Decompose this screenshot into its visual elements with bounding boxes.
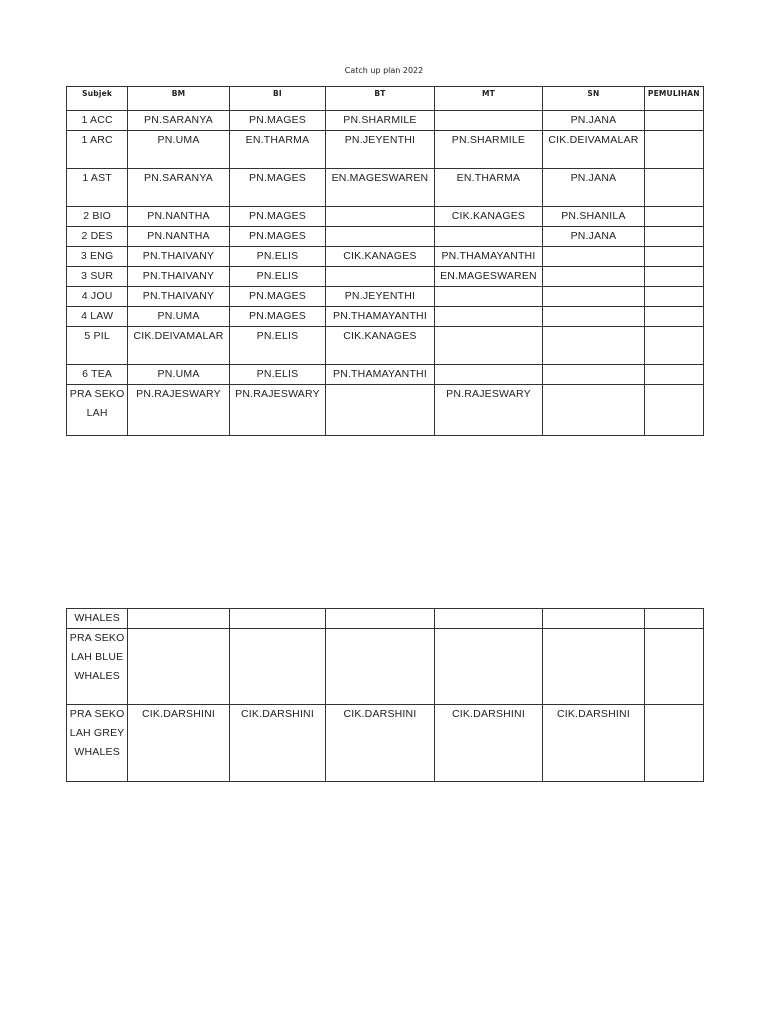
cell-bi: PN.MAGES — [229, 307, 325, 327]
cell-subject: 1 ARC — [67, 131, 128, 169]
table-row — [67, 267, 704, 287]
cell-bi: CIK.DARSHINI — [229, 705, 325, 782]
cell-bm — [128, 609, 229, 629]
cell-bi: PN.MAGES — [229, 111, 325, 131]
header-bi: BI — [229, 87, 325, 111]
cell-subject: 2 BIO — [67, 207, 128, 227]
cell-bm: PN.UMA — [128, 307, 229, 327]
cell-mt — [434, 609, 543, 629]
cell-subject: 4 JOU — [67, 287, 128, 307]
cell-subject: 5 PIL — [67, 327, 128, 365]
cell-mt: EN.MAGESWAREN — [434, 267, 543, 287]
cell-bi: PN.MAGES — [229, 169, 325, 207]
cell-bi: PN.MAGES — [229, 207, 325, 227]
cell-bi: EN.THARMA — [229, 131, 325, 169]
cell-pemulihan — [644, 227, 703, 247]
cell-bi: PN.RAJESWARY — [229, 385, 325, 436]
cell-subject: PRA SEKOLAH GREY WHALES — [67, 705, 128, 782]
cell-bi: PN.ELIS — [229, 327, 325, 365]
cell-sn — [543, 247, 644, 267]
table-row — [67, 287, 704, 307]
cell-bm: CIK.DARSHINI — [128, 705, 229, 782]
table-row — [67, 111, 704, 131]
cell-mt: CIK.KANAGES — [434, 207, 543, 227]
cell-sn: PN.JANA — [543, 111, 644, 131]
cell-mt — [434, 307, 543, 327]
cell-bm: PN.NANTHA — [128, 207, 229, 227]
cell-bm: CIK.DEIVAMALAR — [128, 327, 229, 365]
cell-sn — [543, 365, 644, 385]
cell-mt — [434, 629, 543, 705]
cell-pemulihan — [644, 247, 703, 267]
cell-mt: PN.THAMAYANTHI — [434, 247, 543, 267]
header-sn: SN — [543, 87, 644, 111]
cell-bi — [229, 629, 325, 705]
table-header-row — [67, 87, 704, 111]
table-row — [67, 207, 704, 227]
cell-sn: PN.JANA — [543, 169, 644, 207]
cell-bt: CIK.DARSHINI — [326, 705, 435, 782]
cell-subject: 1 AST — [67, 169, 128, 207]
cell-subject: 3 ENG — [67, 247, 128, 267]
cell-subject: WHALES — [67, 609, 128, 629]
cell-bm: PN.THAIVANY — [128, 287, 229, 307]
cell-sn — [543, 287, 644, 307]
cell-pemulihan — [644, 169, 703, 207]
catch-up-plan-table — [66, 86, 704, 436]
cell-mt: PN.SHARMILE — [434, 131, 543, 169]
cell-mt — [434, 227, 543, 247]
cell-sn: PN.JANA — [543, 227, 644, 247]
cell-mt: EN.THARMA — [434, 169, 543, 207]
cell-bi — [229, 609, 325, 629]
cell-mt — [434, 327, 543, 365]
cell-pemulihan — [644, 131, 703, 169]
cell-subject: 3 SUR — [67, 267, 128, 287]
cell-bt: CIK.KANAGES — [326, 327, 435, 365]
cell-bt — [326, 609, 435, 629]
table-row — [67, 307, 704, 327]
header-pemulihan: PEMULIHAN — [644, 87, 703, 111]
cell-pemulihan — [644, 287, 703, 307]
cell-bt: PN.THAMAYANTHI — [326, 365, 435, 385]
cell-bm: PN.THAIVANY — [128, 267, 229, 287]
cell-subject: 4 LAW — [67, 307, 128, 327]
cell-bm: PN.SARANYA — [128, 169, 229, 207]
cell-pemulihan — [644, 267, 703, 287]
cell-sn: CIK.DARSHINI — [543, 705, 644, 782]
cell-bt: CIK.KANAGES — [326, 247, 435, 267]
cell-mt: CIK.DARSHINI — [434, 705, 543, 782]
cell-bt: PN.JEYENTHI — [326, 131, 435, 169]
table-row — [67, 629, 704, 705]
cell-pemulihan — [644, 207, 703, 227]
cell-bi: PN.MAGES — [229, 287, 325, 307]
cell-subject: PRA SEKOLAH BLUE WHALES — [67, 629, 128, 705]
cell-pemulihan — [644, 705, 703, 782]
cell-bm: PN.RAJESWARY — [128, 385, 229, 436]
table-row — [67, 169, 704, 207]
cell-pemulihan — [644, 307, 703, 327]
cell-subject: 6 TEA — [67, 365, 128, 385]
cell-mt — [434, 111, 543, 131]
table-row — [67, 705, 704, 782]
cell-mt — [434, 287, 543, 307]
cell-bi: PN.ELIS — [229, 247, 325, 267]
cell-sn: PN.SHANILA — [543, 207, 644, 227]
cell-subject: 1 ACC — [67, 111, 128, 131]
cell-subject: 2 DES — [67, 227, 128, 247]
cell-bm: PN.UMA — [128, 365, 229, 385]
cell-pemulihan — [644, 609, 703, 629]
header-bm: BM — [128, 87, 229, 111]
cell-bi: PN.MAGES — [229, 227, 325, 247]
cell-bt — [326, 267, 435, 287]
cell-bt — [326, 207, 435, 227]
cell-sn — [543, 327, 644, 365]
table-row — [67, 365, 704, 385]
cell-pemulihan — [644, 629, 703, 705]
table-row — [67, 131, 704, 169]
cell-sn — [543, 267, 644, 287]
document-title: Catch up plan 2022 — [344, 66, 424, 75]
cell-sn: CIK.DEIVAMALAR — [543, 131, 644, 169]
cell-pemulihan — [644, 385, 703, 436]
cell-pemulihan — [644, 327, 703, 365]
cell-bm: PN.NANTHA — [128, 227, 229, 247]
cell-bi: PN.ELIS — [229, 267, 325, 287]
cell-pemulihan — [644, 365, 703, 385]
cell-sn — [543, 629, 644, 705]
table-row — [67, 385, 704, 436]
cell-bt — [326, 629, 435, 705]
cell-bm — [128, 629, 229, 705]
cell-subject: PRA SEKOLAH — [67, 385, 128, 436]
cell-bt: EN.MAGESWAREN — [326, 169, 435, 207]
table-row — [67, 609, 704, 629]
table-row — [67, 327, 704, 365]
cell-bt — [326, 385, 435, 436]
cell-bm: PN.UMA — [128, 131, 229, 169]
cell-bt: PN.JEYENTHI — [326, 287, 435, 307]
continuation-table — [66, 608, 704, 782]
header-subjek: Subjek — [67, 87, 128, 111]
cell-bi: PN.ELIS — [229, 365, 325, 385]
header-bt: BT — [326, 87, 435, 111]
cell-bm: PN.SARANYA — [128, 111, 229, 131]
cell-sn — [543, 307, 644, 327]
table-row — [67, 227, 704, 247]
cell-sn — [543, 609, 644, 629]
cell-bt — [326, 227, 435, 247]
cell-mt: PN.RAJESWARY — [434, 385, 543, 436]
cell-mt — [434, 365, 543, 385]
cell-bt: PN.THAMAYANTHI — [326, 307, 435, 327]
cell-pemulihan — [644, 111, 703, 131]
header-mt: MT — [434, 87, 543, 111]
cell-sn — [543, 385, 644, 436]
table-row — [67, 247, 704, 267]
cell-bm: PN.THAIVANY — [128, 247, 229, 267]
cell-bt: PN.SHARMILE — [326, 111, 435, 131]
